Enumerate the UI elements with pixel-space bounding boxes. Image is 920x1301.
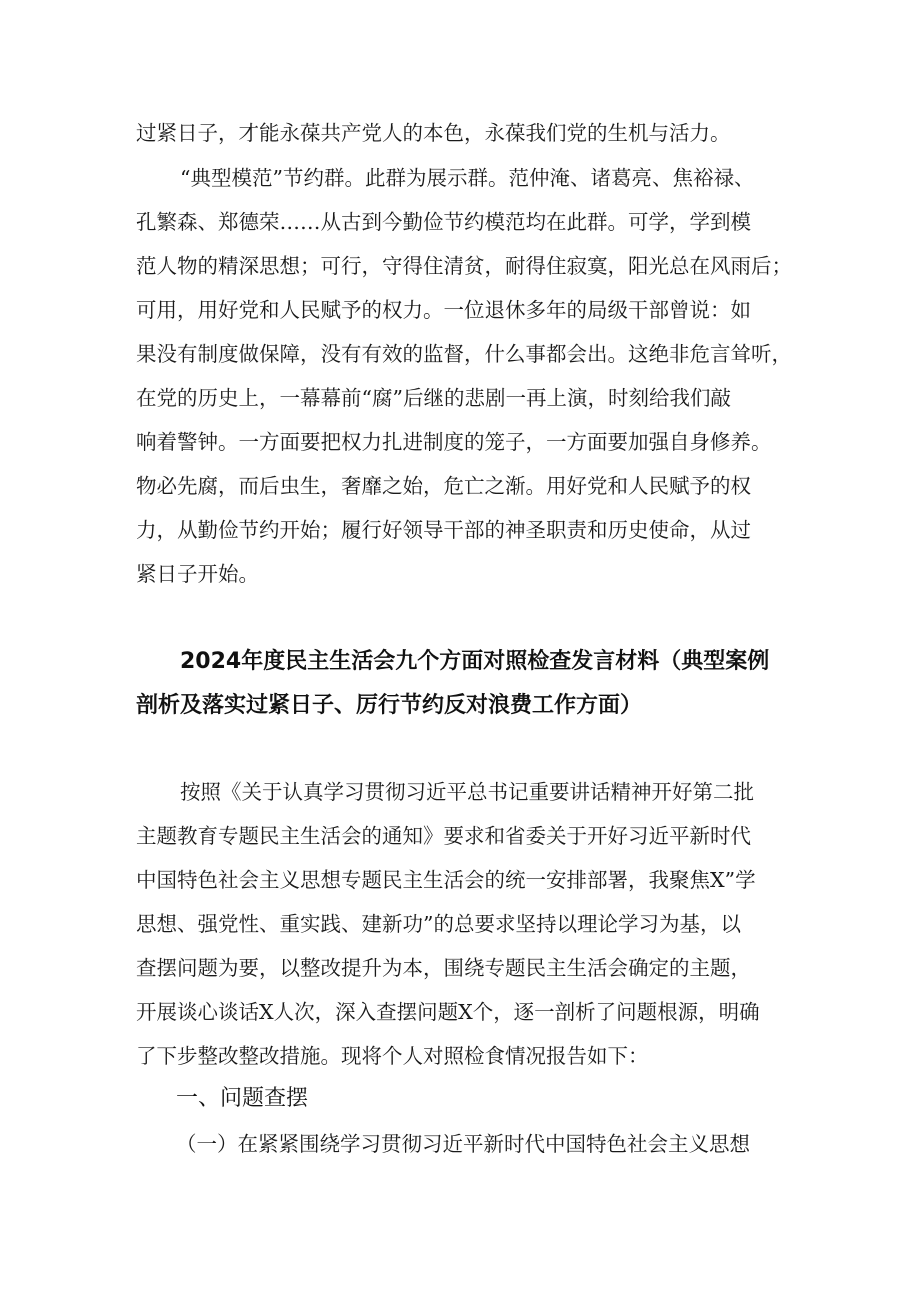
paragraph-line: 物必先腐，而后虫生，奢靡之始，危亡之渐。用好党和人民赋予的权: [136, 474, 751, 498]
paragraph-line: 思想、强党性、重实践、建新功”的总要求坚持以理论学习为基，以: [136, 912, 741, 936]
paragraph-line: 孔繁森、郑德荣……从古到今勤俭节约模范均在此群。可学，学到模: [136, 210, 751, 234]
subsection-heading-line: （一）在紧紧围绕学习贯彻习近平新时代中国特色社会主义思想: [176, 1132, 750, 1156]
paragraph-line: 主题教育专题民主生活会的通知》要求和省委关于开好习近平新时代: [136, 824, 751, 848]
article-title-line-1: 2024年度民主生活会九个方面对照检查发言材料（典型案例: [180, 649, 770, 674]
paragraph-line: 在党的历史上，一幕幕前“腐”后继的悲剧一再上演，时刻给我们敲: [136, 386, 731, 410]
paragraph-line: 范人物的精深思想；可行，守得住清贫，耐得住寂寞，阳光总在风雨后；: [136, 254, 792, 278]
paragraph-line: 响着警钟。一方面要把权力扎进制度的笼子，一方面要加强自身修养。: [136, 430, 772, 454]
article-title-line-2: 剖析及落实过紧日子、厉行节约反对浪费工作方面）: [136, 693, 643, 718]
section-heading-problems: 一、问题查摆: [176, 1086, 309, 1111]
paragraph-line: “典型模范”节约群。此群为展示群。范仲淹、诸葛亮、焦裕禄、: [180, 166, 755, 190]
previous-section-closing-line: 过紧日子，才能永葆共产党人的本色，永葆我们党的生机与活力。: [136, 121, 731, 145]
paragraph-line: 中国特色社会主义思想专题民主生活会的统一安排部署，我聚焦X”学: [136, 868, 756, 892]
paragraph-line: 了下步整改整改措施。现将个人对照检食情况报告如下：: [136, 1044, 649, 1068]
paragraph-line: 紧日子开始。: [136, 562, 259, 586]
paragraph-line: 开展谈心谈话X人次，深入查摆问题X个，逐一剖析了问题根源，明确: [136, 1000, 760, 1024]
paragraph-line: 可用，用好党和人民赋予的权力。一位退休多年的局级干部曾说：如: [136, 298, 751, 322]
paragraph-line: 按照《关于认真学习贯彻习近平总书记重要讲话精神开好第二批: [180, 780, 754, 804]
paragraph-line: 查摆问题为要，以整改提升为本，围绕专题民主生活会确定的主题，: [136, 956, 751, 980]
paragraph-line: 力，从勤俭节约开始；履行好领导干部的神圣职责和历史使命，从过: [136, 518, 751, 542]
paragraph-line: 果没有制度做保障，没有有效的监督，什么事都会出。这绝非危言耸听，: [136, 342, 792, 366]
